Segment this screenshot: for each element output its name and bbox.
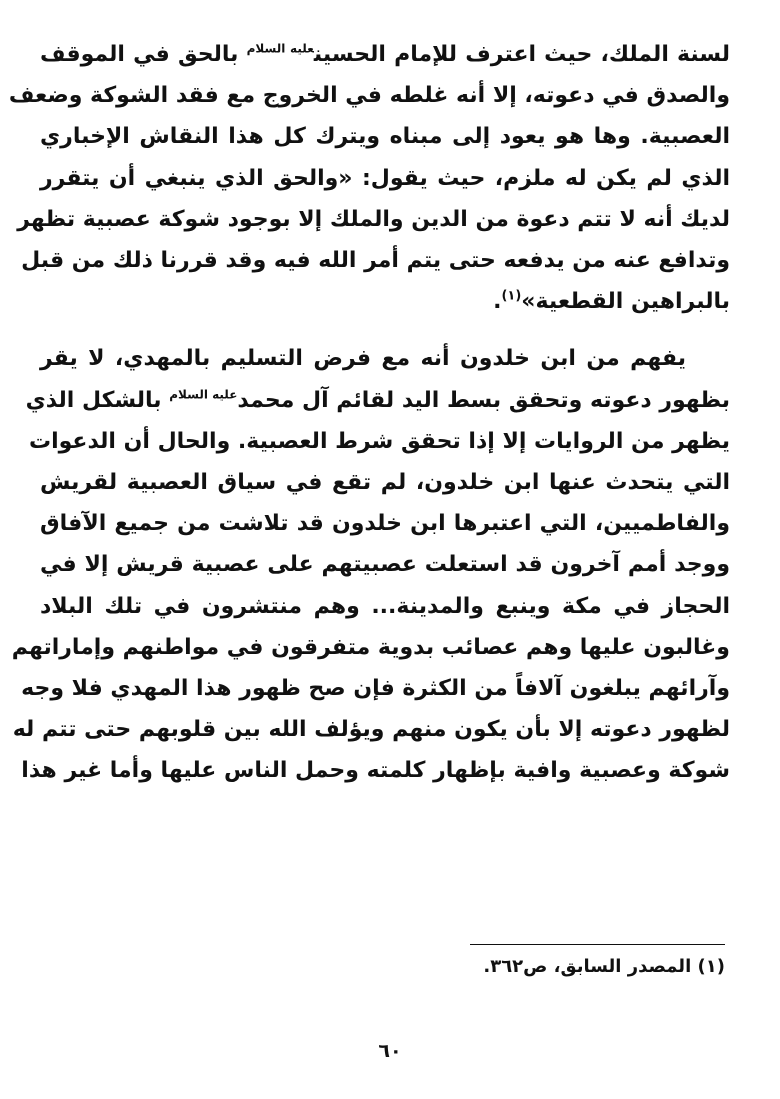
text-run: الذي لم يكن له ملزم، حيث يقول: «والحق الذي ينبغي أن يتقرر bbox=[40, 165, 730, 191]
footnote bbox=[483, 956, 725, 977]
text-line bbox=[8, 75, 730, 116]
text-line bbox=[40, 34, 730, 75]
text-run: العصبية. وها هو يعود إلى مبناه ويترك كل هذا النقاش الإخباري bbox=[40, 124, 730, 150]
paragraph bbox=[11, 338, 730, 791]
text-line bbox=[17, 199, 730, 240]
text-run: بالبراهين القطعية» bbox=[521, 289, 730, 315]
footnote-marker: (١) bbox=[697, 956, 725, 977]
text-run: والصدق في دعوته، إلا أنه غلطه في الخروج مع فقد الشوكة وضعف bbox=[8, 83, 730, 109]
text-line bbox=[40, 158, 730, 199]
text-line bbox=[40, 281, 730, 322]
paragraph bbox=[8, 34, 730, 322]
text-line bbox=[40, 503, 730, 544]
footnote-divider bbox=[470, 944, 725, 945]
text-run: وآرائهم يبلغون آلافاً من الكثرة فإن صح ظهور هذا المهدي فلا وجه bbox=[21, 676, 730, 702]
text-run: . bbox=[493, 289, 502, 315]
text-line bbox=[21, 750, 730, 791]
text-line bbox=[28, 421, 730, 462]
text-line bbox=[21, 240, 730, 281]
text-line bbox=[40, 586, 730, 627]
text-run: التي يتحدث عنها ابن خلدون، لم تقع في سياق العصبية لقريش bbox=[40, 470, 730, 496]
footnote-reference: (١) bbox=[501, 288, 522, 304]
page-number: ٦٠ bbox=[378, 1040, 402, 1062]
text-run: يفهم من ابن خلدون أنه مع فرض التسليم بالمهدي، لا يقر bbox=[40, 346, 686, 372]
text-run: بالشكل الذي bbox=[25, 387, 170, 413]
page-body bbox=[8, 34, 730, 792]
text-run: وغالبون عليها وهم عصائب بدوية متفرقون في مواطنهم وإماراتهم bbox=[11, 634, 730, 660]
text-line bbox=[40, 338, 730, 379]
text-line bbox=[11, 627, 730, 668]
text-line bbox=[25, 380, 730, 421]
text-run: بالحق في الموقف bbox=[40, 42, 247, 67]
text-run: الحجاز في مكة وينبع والمدينة... وهم منتشرون في تلك البلاد bbox=[40, 593, 730, 619]
honorific-mark: عليه السلام bbox=[169, 387, 238, 402]
text-run: شوكة وعصبية وافية بإظهار كلمته وحمل الناس عليها وأما غير هذا bbox=[21, 758, 730, 784]
text-line bbox=[40, 116, 730, 157]
footnote-text: المصدر السابق، ص٣٦٢. bbox=[483, 956, 692, 977]
text-run: والفاطميين، التي اعتبرها ابن خلدون قد تلاشت من جميع الآفاق bbox=[40, 511, 730, 537]
text-run: يظهر من الروايات إلا إذا تحقق شرط العصبية. والحال أن الدعوات bbox=[28, 428, 730, 454]
text-run: لسنة الملك، حيث اعترف للإمام الحسين bbox=[313, 42, 730, 67]
text-run: لديك أنه لا تتم دعوة من الدين والملك إلا بوجود شوكة عصبية تظهر bbox=[17, 206, 730, 232]
text-run: لظهور دعوته إلا بأن يكون منهم ويؤلف الله بين قلوبهم حتى تتم له bbox=[12, 717, 730, 743]
text-line bbox=[40, 462, 730, 503]
text-run: بظهور دعوته وتحقق بسط اليد لقائم آل محمد bbox=[237, 387, 730, 413]
text-line bbox=[40, 544, 730, 585]
honorific-mark: عليه السلام bbox=[246, 41, 314, 56]
text-run: ووجد أمم آخرون قد استعلت عصبيتهم على عصبية قريش إلا في bbox=[40, 552, 730, 578]
text-line bbox=[12, 709, 730, 750]
text-run: وتدافع عنه من يدفعه حتى يتم أمر الله فيه وقد قررنا ذلك من قبل bbox=[21, 248, 730, 274]
text-line bbox=[21, 668, 730, 709]
